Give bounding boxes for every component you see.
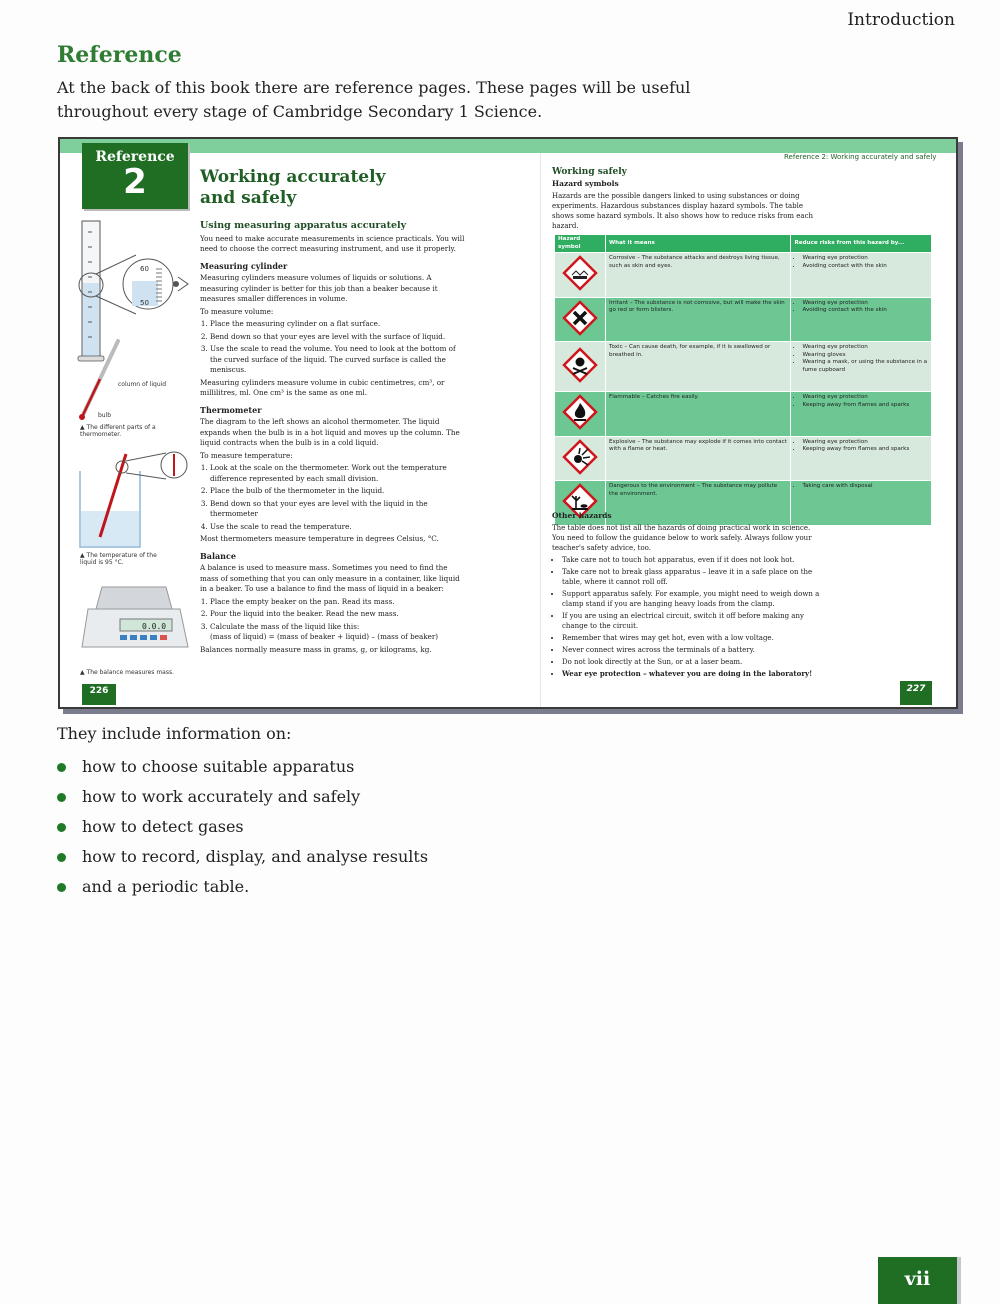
balance-step: 3. Calculate the mass of the liquid like this: (mass of liquid) = (mass of beaker + liquid) – (mass of beaker) [210, 622, 465, 643]
page-number-226: 226 [82, 684, 116, 705]
hazard-symbol-cell [555, 342, 606, 392]
balance-formula: (mass of liquid) = (mass of beaker + liquid) – (mass of beaker) [210, 632, 439, 641]
hazard-meaning: Irritant – The substance is not corrosive, but will make the skin go red or form blisters. [606, 297, 791, 342]
eye-icon [178, 277, 188, 291]
balance-figure [80, 579, 190, 659]
thermometer-step: 3. Bend down so that your eyes are level with the liquid in the thermometer [210, 499, 465, 520]
topic-label: how to detect gases [82, 817, 244, 836]
page-number: vii [878, 1257, 957, 1304]
header-meaning: What it means [606, 235, 791, 253]
running-head: Introduction [847, 10, 955, 30]
other-hazard-item: • Never connect wires across the terminals of a battery. [562, 645, 822, 655]
risk-item: • Wearing gloves [802, 352, 928, 360]
cylinder-step: 1. Place the measuring cylinder on a flat surface. [210, 319, 465, 330]
top-band [60, 139, 956, 153]
cylinder-note: Measuring cylinders measure volume in cubic centimetres, cm³, or millilitres, ml. One cm³ is the same as one ml. [200, 377, 445, 397]
risk-item: • Wearing a mask, or using the substance in a fume cupboard [802, 359, 928, 374]
working-safely-heading: Working safely [552, 167, 627, 177]
left-page-text [200, 221, 465, 657]
bullet-icon [57, 823, 66, 832]
hazard-meaning: Toxic – Can cause death, for example, if it is swallowed or breathed in. [606, 342, 791, 392]
thermometer-step: 2. Place the bulb of the thermometer in the liquid. [210, 486, 465, 497]
risk-item: • Avoiding contact with the skin [802, 307, 928, 315]
chapter-title: Working accurately and safely [200, 167, 386, 208]
risk-item: • Keeping away from flames and sparks [802, 402, 928, 410]
risk-item: • Wearing eye protection [802, 439, 928, 447]
toxic-icon [562, 347, 598, 383]
balance-step: 1. Place the empty beaker on the pan. Read its mass. [210, 597, 465, 608]
hazard-row [555, 253, 932, 298]
hazard-symbol-cell [555, 392, 606, 437]
section-heading: Reference [57, 42, 182, 68]
topic-label: and a periodic table. [82, 877, 250, 896]
hazard-row [555, 297, 932, 342]
scale-top-label: 60 [140, 265, 149, 273]
hazard-table [554, 234, 932, 526]
beaker-thermometer-figure [70, 449, 190, 549]
risk-item: • Wearing eye protection [802, 300, 928, 308]
balance-pan [96, 587, 172, 609]
hazard-symbol-cell [555, 436, 606, 481]
risk-item: • Wearing eye protection [802, 255, 928, 263]
caption-thermometer: ▲ The different parts of a thermometer. [80, 424, 156, 438]
scale-bottom-label: 50 [140, 299, 149, 307]
cylinder-step: 2. Bend down so that your eyes are level with the surface of liquid. [210, 332, 465, 343]
risk-item: • Avoiding contact with the skin [802, 263, 928, 271]
header-symbol: Hazard symbol [555, 235, 606, 253]
hazard-row [555, 342, 932, 392]
topics-list [57, 752, 428, 902]
cylinder-heading: Measuring cylinder [200, 260, 288, 271]
hazard-risks [791, 436, 932, 481]
topic-item [57, 752, 428, 782]
topic-item [57, 812, 428, 842]
cylinder-step: 3. Use the scale to read the volume. You need to look at the bottom of the curved surface of the liquid. The curved surface is called the meniscus. [210, 344, 465, 376]
hazard-meaning: Dangerous to the environment – The substance may pollute the environment. [606, 481, 791, 526]
hazard-symbol-cell [555, 297, 606, 342]
other-hazard-item: • Wear eye protection – whatever you are doing in the laboratory! [562, 669, 822, 679]
thermometer-note: Most thermometers measure temperature in degrees Celsius, °C. [200, 534, 439, 543]
beaker-liquid [81, 511, 139, 546]
thermometer-bulb [79, 414, 85, 420]
thermometer-step: 4. Use the scale to read the temperature. [210, 522, 465, 533]
topic-label: how to choose suitable apparatus [82, 757, 355, 776]
reference-label: Reference [95, 149, 175, 165]
label-bulb: bulb [98, 412, 112, 419]
hazard-symbol-cell [555, 253, 606, 298]
reference-spread-image [58, 137, 958, 709]
page-number-227: 227 [900, 681, 932, 705]
table-header-row [555, 235, 932, 253]
reference-number: 2 [123, 162, 147, 202]
cylinder-text: Measuring cylinders measure volumes of liquids or solutions. A measuring cylinder is better for this job than a beaker because it measures smaller differences in volume. [200, 273, 438, 303]
hazard-row [555, 392, 932, 437]
intro-text: You need to make accurate measurements in science practicals. You will need to choose the correct measuring instrument, and use it properly. [200, 233, 465, 253]
right-page-intro [552, 167, 817, 233]
balance-heading: Balance [200, 550, 236, 561]
hazard-risks [791, 342, 932, 392]
topic-label: how to record, display, and analyse results [82, 847, 429, 866]
hazard-risks [791, 392, 932, 437]
caption-balance: ▲ The balance measures mass. [80, 669, 175, 676]
balance-step: 2. Pour the liquid into the beaker. Read the new mass. [210, 609, 465, 620]
other-hazard-item: • Take care not to break glass apparatus – leave it in a safe place on the table, where it cannot roll off. [562, 567, 822, 587]
balance-note: Balances normally measure mass in grams, g, or kilograms, kg. [200, 644, 432, 654]
thermometer-lead: To measure temperature: [200, 450, 293, 460]
risk-item: • Wearing eye protection [802, 394, 928, 402]
label-column: column of liquid [118, 381, 167, 388]
hazard-risks [791, 297, 932, 342]
bullet-icon [57, 763, 66, 772]
topic-item [57, 872, 428, 902]
topic-item [57, 842, 428, 872]
reference-badge [82, 143, 188, 209]
header-risks: Reduce risks from this hazard by... [791, 235, 932, 253]
other-hazard-item: • Remember that wires may get hot, even with a low voltage. [562, 633, 822, 643]
risk-item: • Keeping away from flames and sparks [802, 446, 928, 454]
risk-item: • Wearing eye protection [802, 344, 928, 352]
caption-temperature: ▲ The temperature of the liquid is 95 °C. [80, 552, 157, 566]
hazard-meaning: Corrosive – The substance attacks and destroys living tissue, such as skin and eyes. [606, 253, 791, 298]
spine-divider [540, 153, 541, 707]
explosive-icon [562, 439, 598, 475]
hazard-risks [791, 253, 932, 298]
irritant-icon [562, 300, 598, 336]
other-hazards-intro: The table does not list all the hazards of doing practical work in science. You need to follow the guidance below to work safely. Always follow your teacher's safety advice, too. [552, 524, 812, 552]
topic-label: how to work accurately and safely [82, 787, 361, 806]
hazard-row [555, 436, 932, 481]
hazard-symbols-heading: Hazard symbols [552, 179, 619, 188]
balance-display: 0.0.0 [142, 622, 167, 631]
other-hazard-item: • Do not look directly at the Sun, or at a laser beam. [562, 657, 822, 667]
thermometer-text: The diagram to the left shows an alcohol thermometer. The liquid expands when the bulb is in a hot liquid and moves up the column. The liquid contracts when the bulb is in a cold liquid. [200, 417, 460, 447]
flammable-icon [562, 394, 598, 430]
topic-item [57, 782, 428, 812]
bullet-icon [57, 883, 66, 892]
thermometer-step: 1. Look at the scale on the thermometer. Work out the temperature difference represented by each small division. [210, 463, 465, 484]
section-intro: At the back of this book there are reference pages. These pages will be useful throughout every stage of Cambridge Secondary 1 Science. [57, 78, 691, 121]
bullet-icon [57, 853, 66, 862]
hazard-intro: Hazards are the possible dangers linked to using substances or doing experiments. Hazardous substances display hazard symbols. The table shows some hazard symbols. It also shows how to reduce risks from each hazard. [552, 192, 814, 230]
hazard-meaning: Flammable – Catches fire easily. [606, 392, 791, 437]
balance-text: A balance is used to measure mass. Sometimes you need to find the mass of something that you can only measure in a container, like liquid in a beaker. To use a balance to find the mass of liquid in a beaker: [200, 563, 460, 593]
bullet-icon [57, 793, 66, 802]
other-hazard-item: • If you are using an electrical circuit, switch it off before making any change to the circuit. [562, 611, 822, 631]
right-running-head: Reference 2: Working accurately and safely [784, 153, 937, 161]
other-hazard-item: • Take care not to touch hot apparatus, even if it does not look hot. [562, 555, 822, 565]
risk-item: • Taking care with disposal [802, 483, 928, 491]
subtitle: Using measuring apparatus accurately [200, 220, 407, 231]
cylinder-lead: To measure volume: [200, 306, 274, 316]
hazard-meaning: Explosive – The substance may explode if it comes into contact with a flame or heat. [606, 436, 791, 481]
other-hazards-heading: Other hazards [552, 511, 612, 520]
other-hazard-item: • Support apparatus safely. For example, you might need to weigh down a clamp stand if you are hanging heavy loads from the clamp. [562, 589, 822, 609]
corrosive-icon [562, 255, 598, 291]
list-intro: They include information on: [57, 724, 292, 743]
thermometer-heading: Thermometer [200, 404, 262, 415]
other-hazards [552, 507, 822, 681]
